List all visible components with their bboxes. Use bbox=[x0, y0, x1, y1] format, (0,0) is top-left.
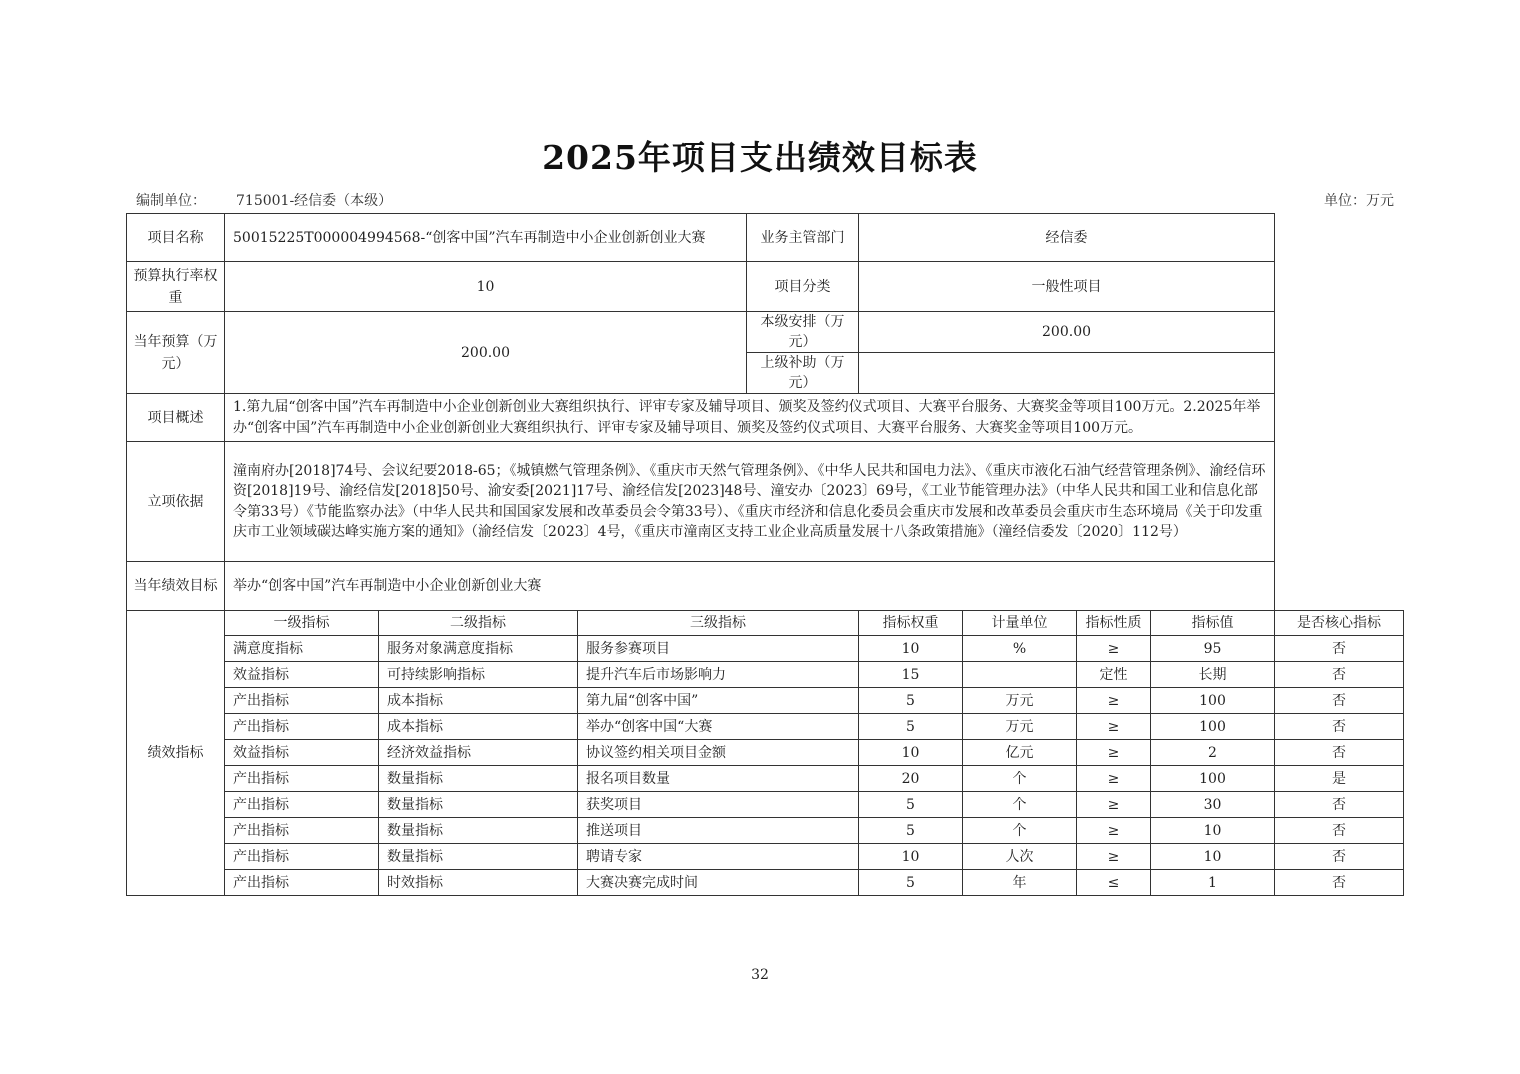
perf-cell: % bbox=[963, 636, 1077, 662]
perf-cell: 成本指标 bbox=[379, 714, 578, 740]
perf-cell: ≥ bbox=[1077, 740, 1151, 766]
perf-cell: 产出指标 bbox=[225, 818, 379, 844]
perf-header-row bbox=[127, 611, 1404, 636]
perf-cell: 10 bbox=[1151, 844, 1275, 870]
perf-cell: 产出指标 bbox=[225, 792, 379, 818]
perf-cell: 15 bbox=[859, 662, 963, 688]
perf-header-cell: 指标权重 bbox=[859, 611, 963, 636]
perf-cell: 推送项目 bbox=[578, 818, 859, 844]
table-row bbox=[127, 714, 1404, 740]
table-row bbox=[127, 636, 1404, 662]
goal-label: 当年绩效目标 bbox=[127, 562, 225, 611]
perf-cell: 5 bbox=[859, 714, 963, 740]
perf-cell: 否 bbox=[1275, 636, 1404, 662]
perf-cell: 万元 bbox=[963, 714, 1077, 740]
perf-cell: 10 bbox=[859, 844, 963, 870]
row-budget bbox=[127, 312, 1404, 353]
perf-cell: 产出指标 bbox=[225, 844, 379, 870]
perf-cell: 聘请专家 bbox=[578, 844, 859, 870]
perf-cell: 否 bbox=[1275, 688, 1404, 714]
perf-cell: 否 bbox=[1275, 792, 1404, 818]
perf-cell: 个 bbox=[963, 766, 1077, 792]
perf-cell: 5 bbox=[859, 870, 963, 896]
perf-cell: ≥ bbox=[1077, 688, 1151, 714]
table-row bbox=[127, 688, 1404, 714]
perf-cell: 获奖项目 bbox=[578, 792, 859, 818]
perf-cell: ≥ bbox=[1077, 636, 1151, 662]
dept-label: 业务主管部门 bbox=[747, 214, 859, 262]
perf-cell: 5 bbox=[859, 688, 963, 714]
perf-cell: 长期 bbox=[1151, 662, 1275, 688]
perf-header-cell: 计量单位 bbox=[963, 611, 1077, 636]
row-weight bbox=[127, 262, 1404, 312]
perf-cell: 产出指标 bbox=[225, 688, 379, 714]
overview-value: 1.第九届“创客中国”汽车再制造中小企业创新创业大赛组织执行、评审专家及辅导项目、颁奖及签约仪式项目、大赛平台服务、大赛奖金等项目100万元。2.2025年举办“创客中国”汽车再制造中小企业创新创业大赛组织执行、评审专家及辅导项目、颁奖及签约仪式项目、大赛平台服务、大赛奖金等项目100万元。 bbox=[225, 394, 1275, 442]
perf-cell: 10 bbox=[1151, 818, 1275, 844]
row-goal bbox=[127, 562, 1404, 611]
perf-cell: 提升汽车后市场影响力 bbox=[578, 662, 859, 688]
perf-cell: 10 bbox=[859, 636, 963, 662]
budget-value: 200.00 bbox=[225, 312, 747, 394]
category-value: 一般性项目 bbox=[859, 262, 1275, 312]
perf-cell: 5 bbox=[859, 792, 963, 818]
overview-label: 项目概述 bbox=[127, 394, 225, 442]
perf-cell: 亿元 bbox=[963, 740, 1077, 766]
perf-cell: 否 bbox=[1275, 818, 1404, 844]
perf-cell: 是 bbox=[1275, 766, 1404, 792]
perf-cell: 否 bbox=[1275, 714, 1404, 740]
page-number: 32 bbox=[751, 967, 769, 983]
perf-cell: 否 bbox=[1275, 740, 1404, 766]
local-label: 本级安排（万元） bbox=[747, 312, 859, 353]
perf-cell: 产出指标 bbox=[225, 870, 379, 896]
perf-cell: 第九届“创客中国” bbox=[578, 688, 859, 714]
perf-cell: ≥ bbox=[1077, 818, 1151, 844]
perf-cell: 服务参赛项目 bbox=[578, 636, 859, 662]
local-value: 200.00 bbox=[859, 312, 1275, 353]
perf-cell: 成本指标 bbox=[379, 688, 578, 714]
perf-cell: 20 bbox=[859, 766, 963, 792]
perf-header-cell: 指标性质 bbox=[1077, 611, 1151, 636]
perf-cell: ≥ bbox=[1077, 792, 1151, 818]
upper-value bbox=[859, 353, 1275, 394]
perf-cell: 定性 bbox=[1077, 662, 1151, 688]
perf-cell: ≥ bbox=[1077, 844, 1151, 870]
perf-cell: 经济效益指标 bbox=[379, 740, 578, 766]
perf-cell: ≥ bbox=[1077, 766, 1151, 792]
perf-cell: ≤ bbox=[1077, 870, 1151, 896]
performance-table bbox=[126, 213, 1404, 896]
perf-cell: 人次 bbox=[963, 844, 1077, 870]
perf-cell: 大赛决赛完成时间 bbox=[578, 870, 859, 896]
project-name-label: 项目名称 bbox=[127, 214, 225, 262]
perf-cell: 数量指标 bbox=[379, 844, 578, 870]
currency-unit: 单位：万元 bbox=[1324, 193, 1394, 209]
row-overview bbox=[127, 394, 1404, 442]
perf-header-cell: 一级指标 bbox=[225, 611, 379, 636]
perf-cell: 年 bbox=[963, 870, 1077, 896]
row-project-name bbox=[127, 214, 1404, 262]
perf-cell: 数量指标 bbox=[379, 818, 578, 844]
perf-cell: 协议签约相关项目金额 bbox=[578, 740, 859, 766]
table-row bbox=[127, 740, 1404, 766]
perf-cell: 100 bbox=[1151, 688, 1275, 714]
perf-header-cell: 指标值 bbox=[1151, 611, 1275, 636]
basis-label: 立项依据 bbox=[127, 442, 225, 562]
perf-cell: 否 bbox=[1275, 662, 1404, 688]
row-basis bbox=[127, 442, 1404, 562]
perf-cell: 个 bbox=[963, 818, 1077, 844]
basis-value: 潼南府办[2018]74号、会议纪要2018-65；《城镇燃气管理条例》、《重庆市天然气管理条例》、《中华人民共和国电力法》、《重庆市液化石油气经营管理条例》、渝经信环资[2018]19号、渝经信发[2018]50号、渝安委[2021]17号、渝经信发[2023]48号、潼安办〔2023〕69号，《工业节能管理办法》（中华人民共和国工业和信息化部令第33号）《节能监察办法》（中华人民共和国国家发展和改革委员会令第33号）、《重庆市经济和信息化委员会重庆市发展和改革委员会重庆市生态环境局《关于印发重庆市工业领域碳达峰实施方案的通知》（渝经信发〔2023〕4号，《重庆市潼南区支持工业企业高质量发展十八条政策措施》（潼经信委发〔2020〕112号） bbox=[225, 442, 1275, 562]
perf-label: 绩效指标 bbox=[127, 611, 225, 896]
perf-cell: 否 bbox=[1275, 870, 1404, 896]
table-row bbox=[127, 818, 1404, 844]
perf-cell: 效益指标 bbox=[225, 662, 379, 688]
perf-cell: 100 bbox=[1151, 766, 1275, 792]
header-meta bbox=[136, 190, 1394, 210]
perf-cell: 否 bbox=[1275, 844, 1404, 870]
perf-cell: 效益指标 bbox=[225, 740, 379, 766]
perf-cell: 100 bbox=[1151, 714, 1275, 740]
category-label: 项目分类 bbox=[747, 262, 859, 312]
page-title: 2025年项目支出绩效目标表 bbox=[542, 138, 978, 177]
perf-header-cell: 三级指标 bbox=[578, 611, 859, 636]
table-row bbox=[127, 870, 1404, 896]
perf-cell: 数量指标 bbox=[379, 766, 578, 792]
perf-cell: 满意度指标 bbox=[225, 636, 379, 662]
goal-value: 举办“创客中国”汽车再制造中小企业创新创业大赛 bbox=[225, 562, 1275, 611]
unit-label: 编制单位： bbox=[136, 193, 206, 209]
perf-cell: 95 bbox=[1151, 636, 1275, 662]
perf-cell: 10 bbox=[859, 740, 963, 766]
perf-header-cell: 二级指标 bbox=[379, 611, 578, 636]
perf-header-cell: 是否核心指标 bbox=[1275, 611, 1404, 636]
perf-cell: 产出指标 bbox=[225, 766, 379, 792]
perf-cell: 数量指标 bbox=[379, 792, 578, 818]
perf-cell: 服务对象满意度指标 bbox=[379, 636, 578, 662]
perf-cell: 个 bbox=[963, 792, 1077, 818]
perf-cell bbox=[963, 662, 1077, 688]
table-row bbox=[127, 766, 1404, 792]
dept-value: 经信委 bbox=[859, 214, 1275, 262]
perf-cell: 举办“创客中国“大赛 bbox=[578, 714, 859, 740]
unit-value: 715001-经信委（本级） bbox=[236, 193, 393, 209]
perf-cell: ≥ bbox=[1077, 714, 1151, 740]
table-row bbox=[127, 844, 1404, 870]
budget-label: 当年预算（万元） bbox=[127, 312, 225, 394]
table-row bbox=[127, 662, 1404, 688]
upper-label: 上级补助（万元） bbox=[747, 353, 859, 394]
perf-cell: 1 bbox=[1151, 870, 1275, 896]
perf-cell: 万元 bbox=[963, 688, 1077, 714]
perf-cell: 2 bbox=[1151, 740, 1275, 766]
perf-cell: 报名项目数量 bbox=[578, 766, 859, 792]
perf-cell: 5 bbox=[859, 818, 963, 844]
perf-cell: 时效指标 bbox=[379, 870, 578, 896]
table-row bbox=[127, 792, 1404, 818]
weight-label: 预算执行率权重 bbox=[127, 262, 225, 312]
perf-cell: 30 bbox=[1151, 792, 1275, 818]
project-name-value: 50015225T000004994568-“创客中国”汽车再制造中小企业创新创业大赛 bbox=[225, 214, 747, 262]
weight-value: 10 bbox=[225, 262, 747, 312]
perf-cell: 产出指标 bbox=[225, 714, 379, 740]
perf-cell: 可持续影响指标 bbox=[379, 662, 578, 688]
